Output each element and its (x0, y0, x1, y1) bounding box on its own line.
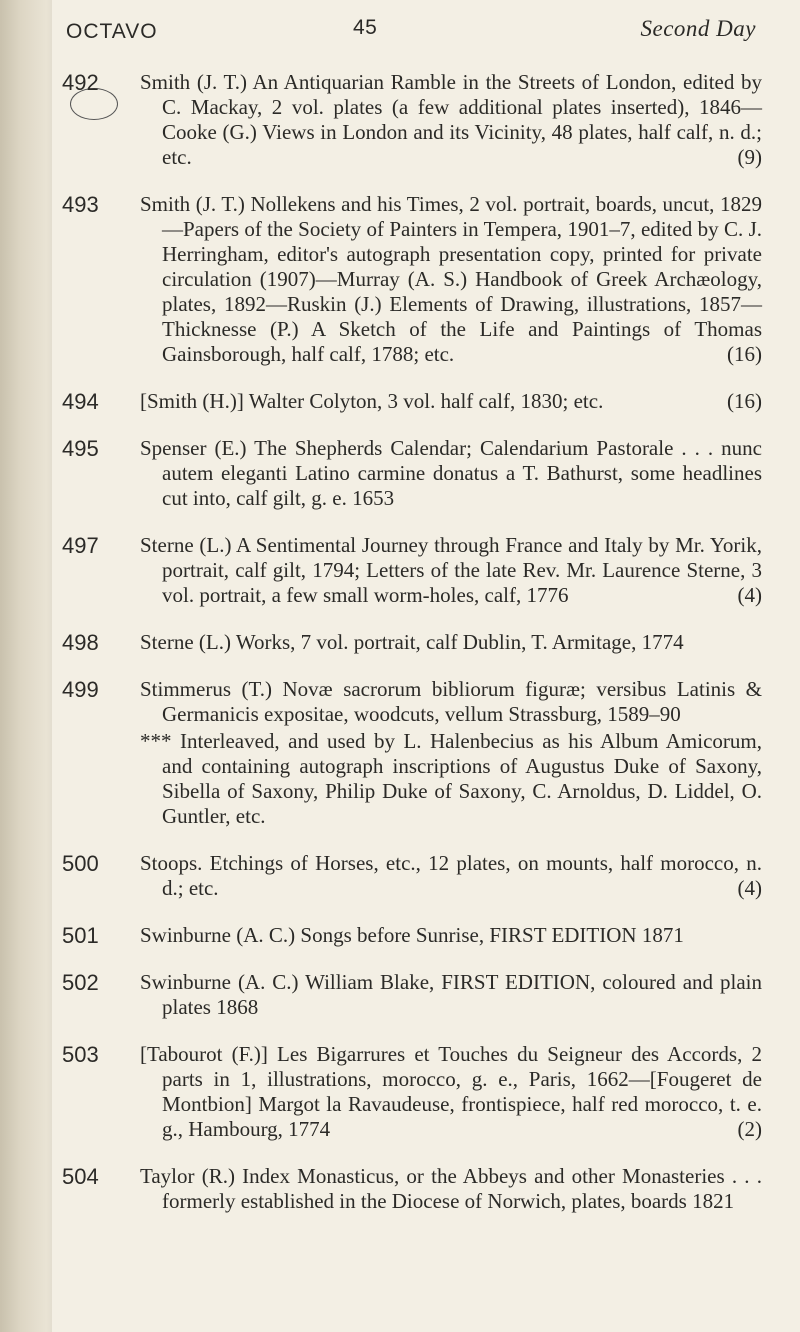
lot-description: Sterne (L.) Works, 7 vol. portrait, calf Dublin, T. Armitage, 1774 (140, 630, 684, 654)
catalogue-entry (62, 70, 762, 170)
lot-description: [Tabourot (F.)] Les Bigarrures et Touches du Seigneur des Accords, 2 parts in 1, illustrations, morocco, g. e., Paris, 1662—[Fougeret de Montbion] Margot la Ravaudeuse, frontispiece, half red morocco, t. e. g., Hambourg, 1774 (2) (140, 1042, 762, 1141)
lot-description: Smith (J. T.) Nollekens and his Times, 2 vol. portrait, boards, uncut, 1829—Papers of the Society of Painters in Tempera, 1901–7, edited by C. J. Herringham, editor's autograph presentation copy, printed for private circulation (1907)—Murray (A. S.) Handbook of Greek Archæology, plates, 1892—Ruskin (J.) Elements of Drawing, illustrations, 1857—Thicknesse (P.) A Sketch of the Life and Paintings of Thomas Gainsborough, half calf, 1788; etc. (16) (140, 192, 762, 366)
lot-price: (4) (737, 876, 762, 900)
lot-price: (2) (737, 1117, 762, 1141)
page-edge (0, 0, 52, 1332)
catalogue-entries (62, 70, 762, 1236)
lot-number: 498 (62, 630, 99, 655)
catalogue-entry (62, 923, 762, 948)
lot-description: Spenser (E.) The Shepherds Calendar; Calendarium Pastorale . . . nunc autem eleganti Latino carmine donatus a T. Bathurst, some headlines cut into, calf gilt, g. e. 1653 (140, 436, 762, 510)
catalogue-entry (62, 436, 762, 511)
catalogue-entry (62, 1042, 762, 1142)
catalogue-entry (62, 533, 762, 608)
lot-description: Sterne (L.) A Sentimental Journey through France and Italy by Mr. Yorik, portrait, calf gilt, 1794; Letters of the late Rev. Mr. Laurence Sterne, 3 vol. portrait, a few small worm-holes, calf, 1776 (4) (140, 533, 762, 607)
catalogue-entry (62, 970, 762, 1020)
lot-price: (9) (737, 145, 762, 169)
catalogue-entry (62, 389, 762, 414)
catalogue-entry (62, 192, 762, 367)
lot-number: 495 (62, 436, 99, 461)
lot-description: Stoops. Etchings of Horses, etc., 12 plates, on mounts, half morocco, n. d.; etc. (4) (140, 851, 762, 900)
lot-number: 503 (62, 1042, 99, 1067)
lot-description: Swinburne (A. C.) Songs before Sunrise, FIRST EDITION 1871 (140, 923, 684, 947)
lot-number: 501 (62, 923, 99, 948)
lot-price: (16) (727, 389, 762, 413)
lot-number: 493 (62, 192, 99, 217)
lot-description: Taylor (R.) Index Monasticus, or the Abbeys and other Monasteries . . . formerly established in the Diocese of Norwich, plates, boards 1821 (140, 1164, 762, 1213)
page-header (66, 10, 756, 50)
lot-description: Swinburne (A. C.) William Blake, FIRST EDITION, coloured and plain plates 1868 (140, 970, 762, 1019)
lot-number: 494 (62, 389, 99, 414)
catalogue-entry (62, 677, 762, 829)
catalogue-entry (62, 1164, 762, 1214)
lot-number: 504 (62, 1164, 99, 1189)
lot-number: 497 (62, 533, 99, 558)
lot-number: 492 (62, 70, 99, 95)
lot-number: 502 (62, 970, 99, 995)
lot-price: (4) (737, 583, 762, 607)
lot-number: 499 (62, 677, 99, 702)
lot-note: *** Interleaved, and used by L. Halenbecius as his Album Amicorum, and containing autograph inscriptions of Augustus Duke of Saxony, Sibella of Saxony, Philip Duke of Saxony, C. Arnoldus, D. Liddel, O. Guntler, etc. (140, 729, 762, 828)
lot-number: 500 (62, 851, 99, 876)
lot-price: (16) (727, 342, 762, 366)
lot-description: [Smith (H.)] Walter Colyton, 3 vol. half calf, 1830; etc. (16) (140, 389, 762, 413)
header-day: Second Day (640, 16, 756, 41)
catalogue-entry (62, 851, 762, 901)
lot-description: Stimmerus (T.) Novæ sacrorum bibliorum figuræ; versibus Latinis & Germanicis expositae, woodcuts, vellum Strassburg, 1589–90 (140, 677, 762, 726)
page-number: 45 (353, 16, 378, 39)
catalogue-entry (62, 630, 762, 655)
lot-description: Smith (J. T.) An Antiquarian Ramble in the Streets of London, edited by C. Mackay, 2 vol. plates (a few additional plates inserted), 1846—Cooke (G.) Views in London and its Vicinity, 48 plates, half calf, n. d.; etc. (9) (140, 70, 762, 169)
header-format: OCTAVO (66, 20, 158, 43)
